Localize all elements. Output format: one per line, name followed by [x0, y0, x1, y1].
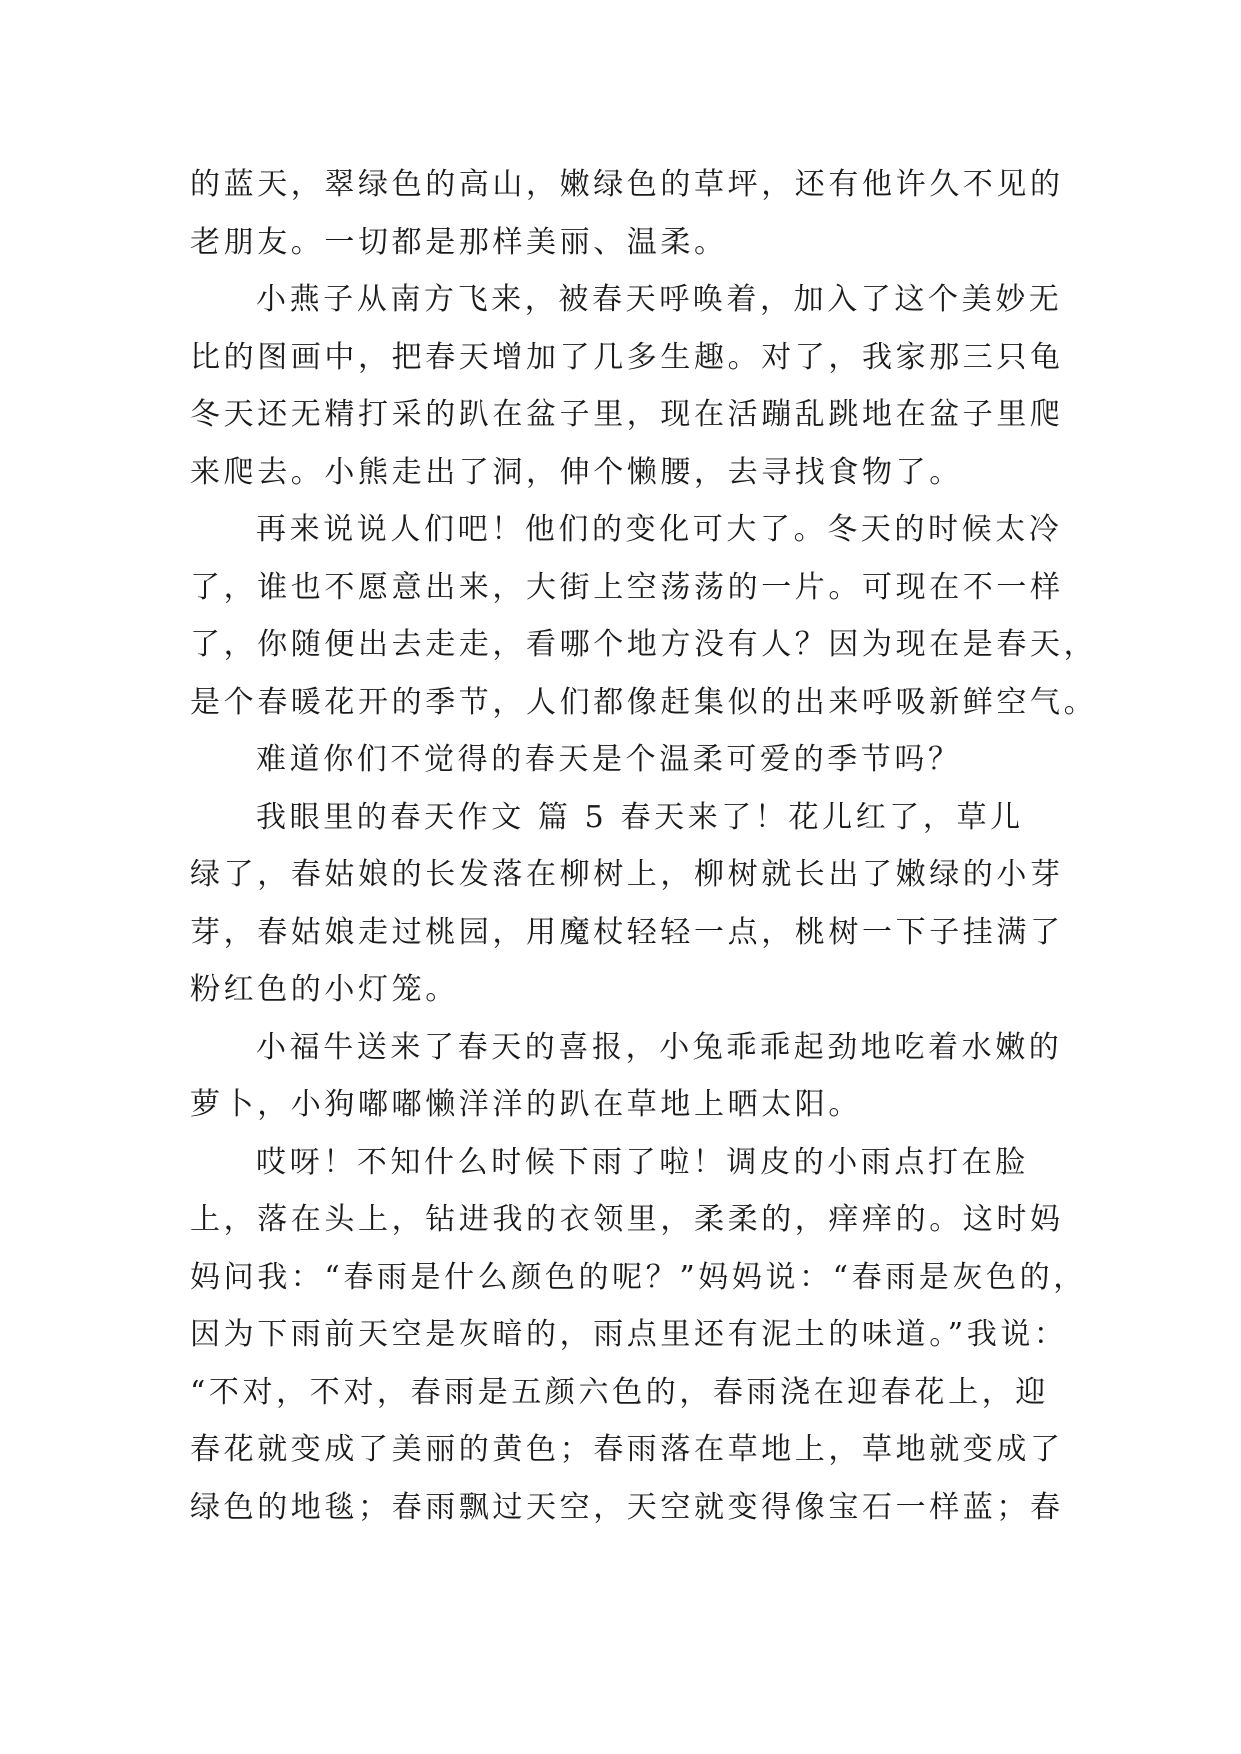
text-line: 我眼里的春天作文 篇 5 春天来了！花儿红了，草儿	[256, 799, 1024, 835]
text-line: 因为下雨前天空是灰暗的，雨点里还有泥土的味道。”我说：	[190, 1317, 1068, 1352]
text-line: 妈问我：“春雨是什么颜色的呢？”妈妈说：“春雨是灰色的，	[190, 1259, 1087, 1295]
text-line: 再来说说人们吧！他们的变化可大了。冬天的时候太冷	[256, 512, 1063, 547]
text-line: 了，你随便出去走走，看哪个地方没有人？因为现在是春天，	[190, 627, 1098, 662]
text-line: 来爬去。小熊走出了洞，伸个懒腰，去寻找食物了。	[190, 454, 963, 490]
essay-body	[190, 156, 1098, 1536]
text-line: 哎呀！不知什么时候下雨了啦！调皮的小雨点打在脸	[256, 1144, 1029, 1180]
text-line: 的蓝天，翠绿色的高山，嫩绿色的草坪，还有他许久不见的	[190, 167, 1064, 202]
text-line: 绿色的地毯；春雨飘过天空，天空就变得像宝石一样蓝；春	[190, 1489, 1064, 1525]
text-line: 小燕子从南方飞来，被春天呼唤着，加入了这个美妙无	[256, 282, 1063, 317]
text-line: 粉红色的小灯笼。	[190, 972, 459, 1007]
text-line: 春花就变成了美丽的黄色；春雨落在草地上，草地就变成了	[190, 1432, 1064, 1467]
text-line: 难道你们不觉得的春天是个温柔可爱的季节吗？	[256, 742, 962, 777]
text-line: 是个春暖花开的季节，人们都像赶集似的出来呼吸新鲜空气。	[190, 684, 1098, 720]
text-line: “不对，不对，春雨是五颜六色的，春雨浇在迎春花上，迎	[190, 1374, 1049, 1410]
text-line: 上，落在头上，钻进我的衣领里，柔柔的，痒痒的。这时妈	[190, 1202, 1064, 1237]
text-line: 小福牛送来了春天的喜报，小兔乖乖起劲地吃着水嫩的	[256, 1029, 1063, 1065]
text-line: 冬天还无精打采的趴在盆子里，现在活蹦乱跳地在盆子里爬	[190, 397, 1064, 432]
text-line: 了，谁也不愿意出来，大街上空荡荡的一片。可现在不一样	[190, 569, 1064, 605]
text-line: 老朋友。一切都是那样美丽、温柔。	[190, 224, 728, 260]
text-line: 芽，春姑娘走过桃园，用魔杖轻轻一点，桃树一下子挂满了	[190, 914, 1064, 950]
text-line: 绿了，春姑娘的长发落在柳树上，柳树就长出了嫩绿的小芽	[190, 857, 1064, 892]
text-line: 萝卜，小狗嘟嘟懒洋洋的趴在草地上晒太阳。	[190, 1087, 862, 1122]
text-line: 比的图画中，把春天增加了几多生趣。对了，我家那三只龟	[190, 339, 1064, 375]
